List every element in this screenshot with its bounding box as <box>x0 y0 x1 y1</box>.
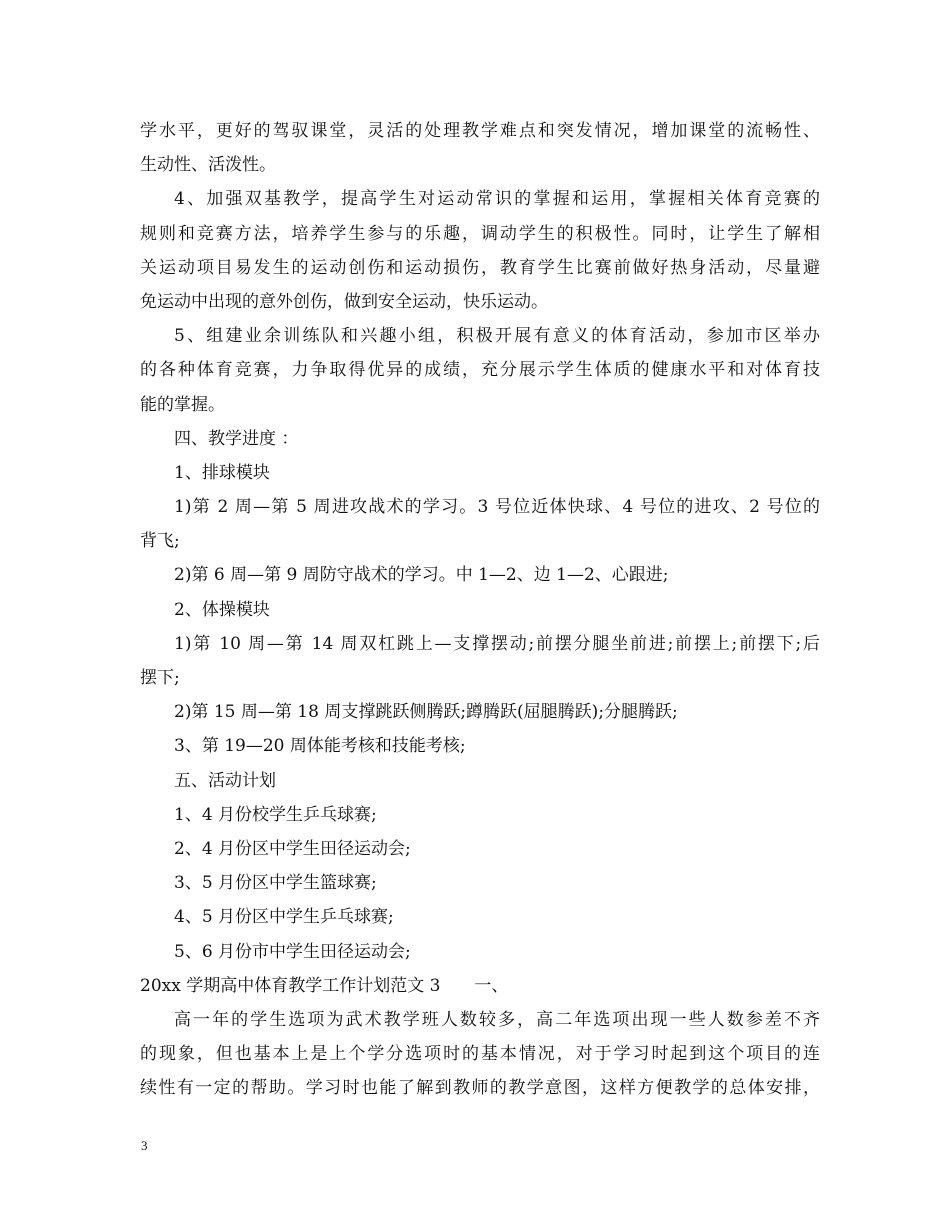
list-item-continuation: 摆下; <box>140 668 180 688</box>
list-item: 2)第 6 周—第 9 周防守战术的学习。中 1—2、边 1—2、心跟进; <box>174 565 669 586</box>
list-item: 5、6 月份市中学生田径运动会; <box>174 941 411 962</box>
paragraph-line: 5、组建业余训练队和兴趣小组，积极开展有意义的体育活动，参加市区举办 <box>174 326 820 347</box>
paragraph-line: 的各种体育竞赛，力争取得优异的成绩，充分展示学生体质的健康水平和对体育技 <box>140 360 820 381</box>
list-item: 3、5 月份区中学生篮球赛; <box>174 873 377 894</box>
list-item-continuation: 背飞; <box>140 531 180 552</box>
paragraph-line: 高一年的学生选项为武术教学班人数较多，高二年选项出现一些人数参差不齐 <box>174 1009 820 1030</box>
list-item: 2、4 月份区中学生田径运动会; <box>174 838 411 859</box>
article-title: 20xx 学期高中体育教学工作计划范文 3 一、 <box>140 975 509 996</box>
paragraph-line: 免运动中出现的意外创伤，做到安全运动，快乐运动。 <box>140 291 548 312</box>
section-heading: 四、教学进度 ： <box>174 428 299 449</box>
paragraph-line: 关运动项目易发生的运动创伤和运动损伤，教育学生比赛前做好热身活动，尽量避 <box>140 257 820 278</box>
list-item: 1)第 10 周—第 14 周双杠跳上—支撑摆动;前摆分腿坐前进;前摆上;前摆下;后 <box>174 633 820 654</box>
list-item: 1、4 月份校学生乒乓球赛; <box>174 804 377 825</box>
document-body <box>140 114 820 1105</box>
paragraph-line: 的现象，但也基本上是上个学分选项时的基本情况，对于学习时起到这个项目的连 <box>140 1044 820 1065</box>
paragraph-line: 能的掌握。 <box>140 394 225 415</box>
paragraph-line: 规则和竞赛方法，培养学生参与的乐趣，调动学生的积极性。同时，让学生了解相 <box>140 223 820 244</box>
page-number: 3 <box>141 1138 148 1153</box>
list-item: 3、第 19—20 周体能考核和技能考核; <box>174 736 466 757</box>
paragraph-line: 4、加强双基教学，提高学生对运动常识的掌握和运用，掌握相关体育竞赛的 <box>174 189 820 210</box>
subsection-heading: 2、体操模块 <box>174 599 270 620</box>
subsection-heading: 1、排球模块 <box>174 462 270 483</box>
paragraph-line: 学水平，更好的驾驭课堂，灵活的处理教学难点和突发情况，增加课堂的流畅性、 <box>140 121 820 141</box>
section-heading: 五、活动计划 <box>174 770 276 791</box>
paragraph-line: 生动性、活泼性。 <box>140 155 276 176</box>
paragraph-line: 续性有一定的帮助。学习时也能了解到教师的教学意图，这样方便教学的总体安排， <box>140 1078 820 1099</box>
list-item: 1)第 2 周—第 5 周进攻战术的学习。3 号位近体快球、4 号位的进攻、2 号位的 <box>174 497 820 518</box>
list-item: 2)第 15 周—第 18 周支撑跳跃侧腾跃;蹲腾跃(屈腿腾跃);分腿腾跃; <box>174 702 678 723</box>
list-item: 4、5 月份区中学生乒乓球赛; <box>174 907 394 928</box>
